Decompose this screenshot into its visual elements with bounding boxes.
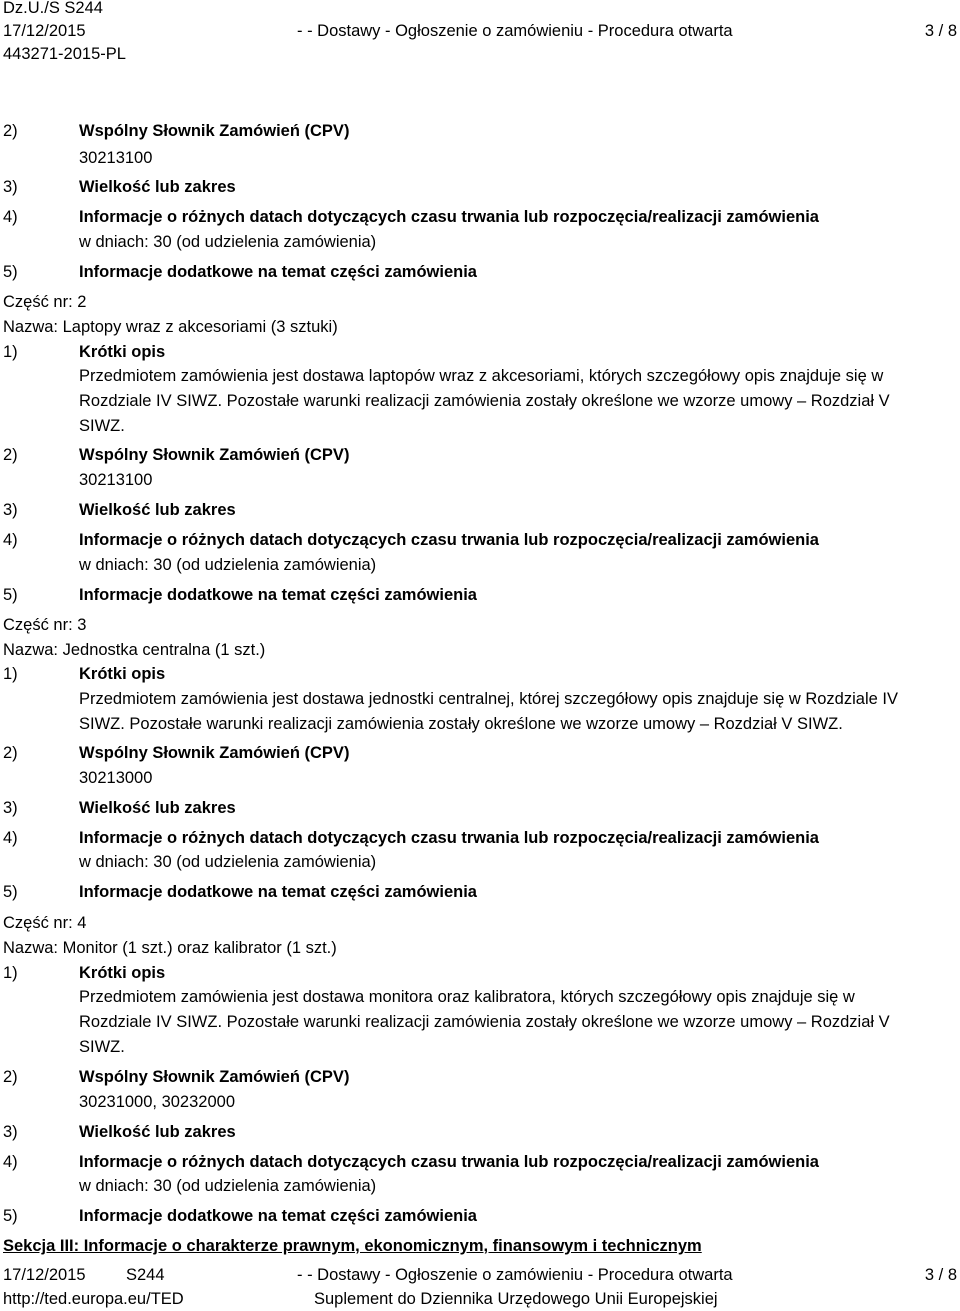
item-number: 5) — [3, 883, 18, 901]
item-number: 5) — [3, 263, 18, 281]
quantity-label: Wielkość lub zakres — [79, 501, 236, 519]
part-name: Nazwa: Jednostka centralna (1 szt.) — [3, 641, 266, 659]
part-number: Część nr: 4 — [3, 914, 87, 932]
duration-value: w dniach: 30 (od udzielenia zamówienia) — [79, 853, 377, 871]
additional-info-label: Informacje dodatkowe na temat części zamówienia — [79, 883, 477, 901]
header-page-number: 3 / 8 — [924, 22, 957, 40]
cpv-code: 30213100 — [79, 471, 153, 489]
item-number: 4) — [3, 531, 18, 549]
item-number: 3) — [3, 178, 18, 196]
header-date: 17/12/2015 — [3, 22, 86, 40]
description-line: Przedmiotem zamówienia jest dostawa jednostki centralnej, której szczegółowy opis znajduje się w Rozdziale IV — [79, 690, 898, 708]
footer-series: S244 — [126, 1266, 165, 1284]
footer-title: - - Dostawy - Ogłoszenie o zamówieniu - Procedura otwarta — [297, 1266, 733, 1284]
quantity-label: Wielkość lub zakres — [79, 799, 236, 817]
additional-info-label: Informacje dodatkowe na temat części zamówienia — [79, 1207, 477, 1225]
quantity-label: Wielkość lub zakres — [79, 178, 236, 196]
item-number: 3) — [3, 1123, 18, 1141]
short-description-label: Krótki opis — [79, 665, 166, 683]
cpv-code: 30213000 — [79, 769, 153, 787]
section-3-heading: Sekcja III: Informacje o charakterze prawnym, ekonomicznym, finansowym i technicznym — [3, 1237, 702, 1255]
duration-value: w dniach: 30 (od udzielenia zamówienia) — [79, 556, 377, 574]
item-number: 2) — [3, 744, 18, 762]
item-number: 2) — [3, 122, 18, 140]
cpv-label: Wspólny Słownik Zamówień (CPV) — [79, 122, 350, 140]
item-number: 5) — [3, 1207, 18, 1225]
description-line: Rozdziale IV SIWZ. Pozostałe warunki realizacji zamówienia zostały określone we wzorze umowy – Rozdział V — [79, 392, 890, 410]
document-id: 443271-2015-PL — [3, 45, 126, 63]
item-number: 1) — [3, 665, 18, 683]
dates-label: Informacje o różnych datach dotyczących czasu trwania lub rozpoczęcia/realizacji zamówienia — [79, 208, 819, 226]
cpv-label: Wspólny Słownik Zamówień (CPV) — [79, 1068, 350, 1086]
item-number: 4) — [3, 1153, 18, 1171]
dates-label: Informacje o różnych datach dotyczących czasu trwania lub rozpoczęcia/realizacji zamówienia — [79, 829, 819, 847]
part-number: Część nr: 3 — [3, 616, 87, 634]
journal-ref: Dz.U./S S244 — [3, 0, 103, 17]
short-description-label: Krótki opis — [79, 964, 166, 982]
footer-date: 17/12/2015 — [3, 1266, 86, 1284]
item-number: 4) — [3, 208, 18, 226]
footer-supplement: Suplement do Dziennika Urzędowego Unii Europejskiej — [314, 1290, 718, 1308]
cpv-label: Wspólny Słownik Zamówień (CPV) — [79, 744, 350, 762]
description-line: SIWZ. — [79, 417, 125, 435]
item-number: 5) — [3, 586, 18, 604]
description-line: Rozdziale IV SIWZ. Pozostałe warunki realizacji zamówienia zostały określone we wzorze umowy – Rozdział V — [79, 1013, 890, 1031]
description-line: SIWZ. Pozostałe warunki realizacji zamówienia zostały określone we wzorze umowy – Rozdział V SIWZ. — [79, 715, 843, 733]
header-title: - - Dostawy - Ogłoszenie o zamówieniu - Procedura otwarta — [297, 22, 733, 40]
item-number: 3) — [3, 799, 18, 817]
dates-label: Informacje o różnych datach dotyczących czasu trwania lub rozpoczęcia/realizacji zamówienia — [79, 1153, 819, 1171]
description-line: SIWZ. — [79, 1038, 125, 1056]
item-number: 4) — [3, 829, 18, 847]
quantity-label: Wielkość lub zakres — [79, 1123, 236, 1141]
item-number: 1) — [3, 343, 18, 361]
short-description-label: Krótki opis — [79, 343, 166, 361]
additional-info-label: Informacje dodatkowe na temat części zamówienia — [79, 263, 477, 281]
cpv-code: 30213100 — [79, 149, 153, 167]
duration-value: w dniach: 30 (od udzielenia zamówienia) — [79, 1177, 377, 1195]
cpv-label: Wspólny Słownik Zamówień (CPV) — [79, 446, 350, 464]
duration-value: w dniach: 30 (od udzielenia zamówienia) — [79, 233, 377, 251]
item-number: 1) — [3, 964, 18, 982]
item-number: 2) — [3, 1068, 18, 1086]
cpv-code: 30231000, 30232000 — [79, 1093, 235, 1111]
part-name: Nazwa: Monitor (1 szt.) oraz kalibrator (1 szt.) — [3, 939, 337, 957]
part-name: Nazwa: Laptopy wraz z akcesoriami (3 sztuki) — [3, 318, 338, 336]
additional-info-label: Informacje dodatkowe na temat części zamówienia — [79, 586, 477, 604]
dates-label: Informacje o różnych datach dotyczących czasu trwania lub rozpoczęcia/realizacji zamówienia — [79, 531, 819, 549]
part-number: Część nr: 2 — [3, 293, 87, 311]
description-line: Przedmiotem zamówienia jest dostawa monitora oraz kalibratora, których szczegółowy opis znajduje się w — [79, 988, 855, 1006]
item-number: 2) — [3, 446, 18, 464]
footer-url[interactable]: http://ted.europa.eu/TED — [3, 1290, 184, 1308]
item-number: 3) — [3, 501, 18, 519]
footer-page-number: 3 / 8 — [924, 1266, 957, 1284]
description-line: Przedmiotem zamówienia jest dostawa laptopów wraz z akcesoriami, których szczegółowy opis znajduje się w — [79, 367, 884, 385]
